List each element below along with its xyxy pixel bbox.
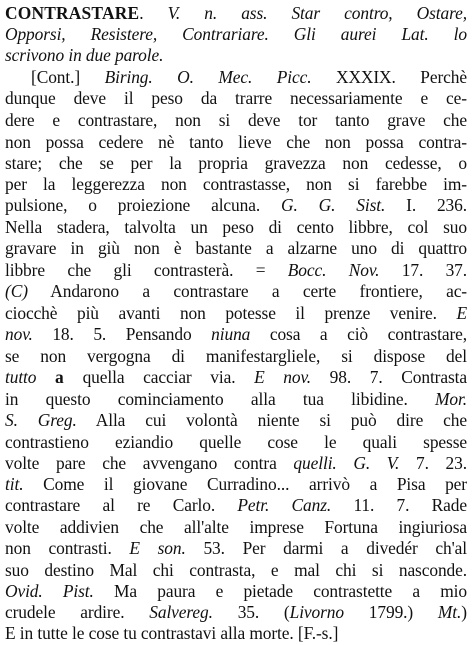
body-text: Alla cui volontà niente si può dire che bbox=[76, 410, 467, 430]
body-text: ) bbox=[461, 602, 467, 622]
body-text: dere e contrastare, non si deve tor tanto grave che bbox=[5, 110, 467, 130]
body-text: gravare in giù non è bastante a alzarne uno di quattro bbox=[5, 238, 467, 258]
text-line bbox=[5, 131, 467, 154]
body-text: . bbox=[139, 3, 168, 23]
text-line bbox=[5, 302, 467, 325]
body-text: crudele ardire. bbox=[5, 602, 150, 622]
text-line bbox=[5, 345, 467, 368]
body-text: ciocchè più avanti non potesse il prenze venire. bbox=[5, 303, 457, 323]
body-text: non contrasti. bbox=[5, 538, 130, 558]
body-text: 53. Per darmi a divedér ch'al bbox=[185, 538, 467, 558]
italic-text: Salvereg. bbox=[149, 602, 213, 622]
dictionary-entry bbox=[5, 2, 467, 642]
text-line bbox=[5, 366, 467, 389]
italic-text: E son. bbox=[129, 538, 186, 558]
italic-text: Livorno bbox=[289, 602, 345, 622]
italic-text: nov. bbox=[5, 324, 33, 344]
body-text: Nella stadera, talvolta un peso di cento libbre, col suo bbox=[5, 217, 467, 237]
text-line bbox=[5, 452, 467, 475]
text-line bbox=[5, 323, 467, 346]
italic-text: Mt. bbox=[437, 602, 462, 622]
italic-text: S. Greg. bbox=[5, 410, 77, 430]
body-text: Andarono a contrastare a certe frontiere, ac- bbox=[27, 281, 467, 301]
text-line bbox=[5, 601, 467, 624]
italic-text: Mor. bbox=[435, 389, 467, 409]
body-text: [Cont.] bbox=[31, 67, 105, 87]
body-text: volte pare che avvengano contra bbox=[5, 453, 294, 473]
body-text: contrastieno eziandio quelle cose le quali spesse bbox=[5, 432, 467, 452]
text-line bbox=[5, 473, 467, 496]
text-line bbox=[5, 194, 467, 217]
text-line bbox=[5, 109, 467, 132]
body-text: volte addivien che all'alte imprese Fortuna ingiuriosa bbox=[5, 517, 467, 537]
body-text: Come il giovane Curradino... arrivò a Pisa per bbox=[23, 474, 467, 494]
italic-text: quelli. G. V. bbox=[293, 453, 400, 473]
text-line bbox=[5, 494, 467, 517]
body-text: 1799.) bbox=[344, 602, 438, 622]
text-line bbox=[5, 388, 467, 411]
text-line bbox=[5, 2, 467, 25]
text-line bbox=[5, 237, 467, 260]
italic-text: V. n. ass. Star contro, Ostare, bbox=[167, 3, 467, 23]
body-text: non possa cedere nè tanto lieve che non possa contra- bbox=[5, 132, 467, 152]
text-line bbox=[5, 431, 467, 454]
text-line bbox=[5, 580, 467, 603]
text-line bbox=[5, 409, 467, 432]
body-text: XXXIX. Perchè bbox=[311, 67, 467, 87]
text-line bbox=[5, 280, 467, 303]
italic-text: niuna bbox=[211, 324, 251, 344]
body-text: suo destino Mal chi contrasta, e mal chi si nasconde. bbox=[5, 560, 467, 580]
italic-text: Petr. Canz. bbox=[237, 495, 332, 515]
text-line bbox=[5, 259, 467, 282]
italic-text: (C) bbox=[5, 281, 28, 301]
italic-text: E bbox=[456, 303, 467, 323]
body-text: 18. 5. Pensando bbox=[32, 324, 212, 344]
body-text: quella cacciar via. bbox=[63, 367, 255, 387]
body-text: E in tutte le cose tu contrastavi alla morte. [F.-s.] bbox=[5, 623, 339, 643]
text-line bbox=[5, 622, 467, 645]
text-line bbox=[5, 66, 467, 89]
text-line bbox=[5, 559, 467, 582]
italic-text: tutto bbox=[5, 367, 56, 387]
body-text: se non vergogna di manifestargliele, si dispose del bbox=[5, 346, 467, 366]
italic-text: Opporsi, Resistere, Contrariare. Gli aurei Lat. lo bbox=[5, 24, 467, 44]
body-text: I. 236. bbox=[385, 195, 467, 215]
italic-text: scrivono in due parole. bbox=[5, 45, 164, 65]
body-text: 11. 7. Rade bbox=[331, 495, 467, 515]
text-line bbox=[5, 152, 467, 175]
body-text: per la leggerezza non contrastasse, non si farebbe im- bbox=[5, 174, 467, 194]
body-text: contrastare al re Carlo. bbox=[5, 495, 238, 515]
text-line bbox=[5, 44, 467, 67]
text-line bbox=[5, 173, 467, 196]
text-line bbox=[5, 87, 467, 110]
text-line bbox=[5, 537, 467, 560]
italic-text: Bocc. Nov. bbox=[287, 260, 380, 280]
body-text: 17. 37. bbox=[379, 260, 468, 280]
headword: a bbox=[55, 367, 64, 387]
text-line bbox=[5, 23, 467, 46]
headword: CONTRASTARE bbox=[5, 3, 140, 23]
body-text: Ma paura e pietade contrastette a mio bbox=[93, 581, 467, 601]
body-text: in questo cominciamento alla tua libidine. bbox=[5, 389, 436, 409]
italic-text: E nov. bbox=[254, 367, 312, 387]
body-text: 98. 7. Contrasta bbox=[311, 367, 467, 387]
italic-text: Biring. O. Mec. Picc. bbox=[104, 67, 312, 87]
italic-text: tit. bbox=[5, 474, 24, 494]
body-text: 35. ( bbox=[212, 602, 290, 622]
body-text: libbre che gli contrasterà. = bbox=[5, 260, 288, 280]
body-text: stare; che se per la propria gravezza non cedesse, o bbox=[5, 153, 467, 173]
body-text: 7. 23. bbox=[399, 453, 467, 473]
body-text: dunque deve il peso da trarre necessariamente e ce- bbox=[5, 88, 467, 108]
text-line bbox=[5, 216, 467, 239]
body-text: cosa a ciò contrastare, bbox=[250, 324, 467, 344]
italic-text: Ovid. Pist. bbox=[5, 581, 94, 601]
text-line bbox=[5, 516, 467, 539]
italic-text: G. G. Sist. bbox=[281, 195, 386, 215]
body-text: pulsione, o proiezione alcuna. bbox=[5, 195, 282, 215]
